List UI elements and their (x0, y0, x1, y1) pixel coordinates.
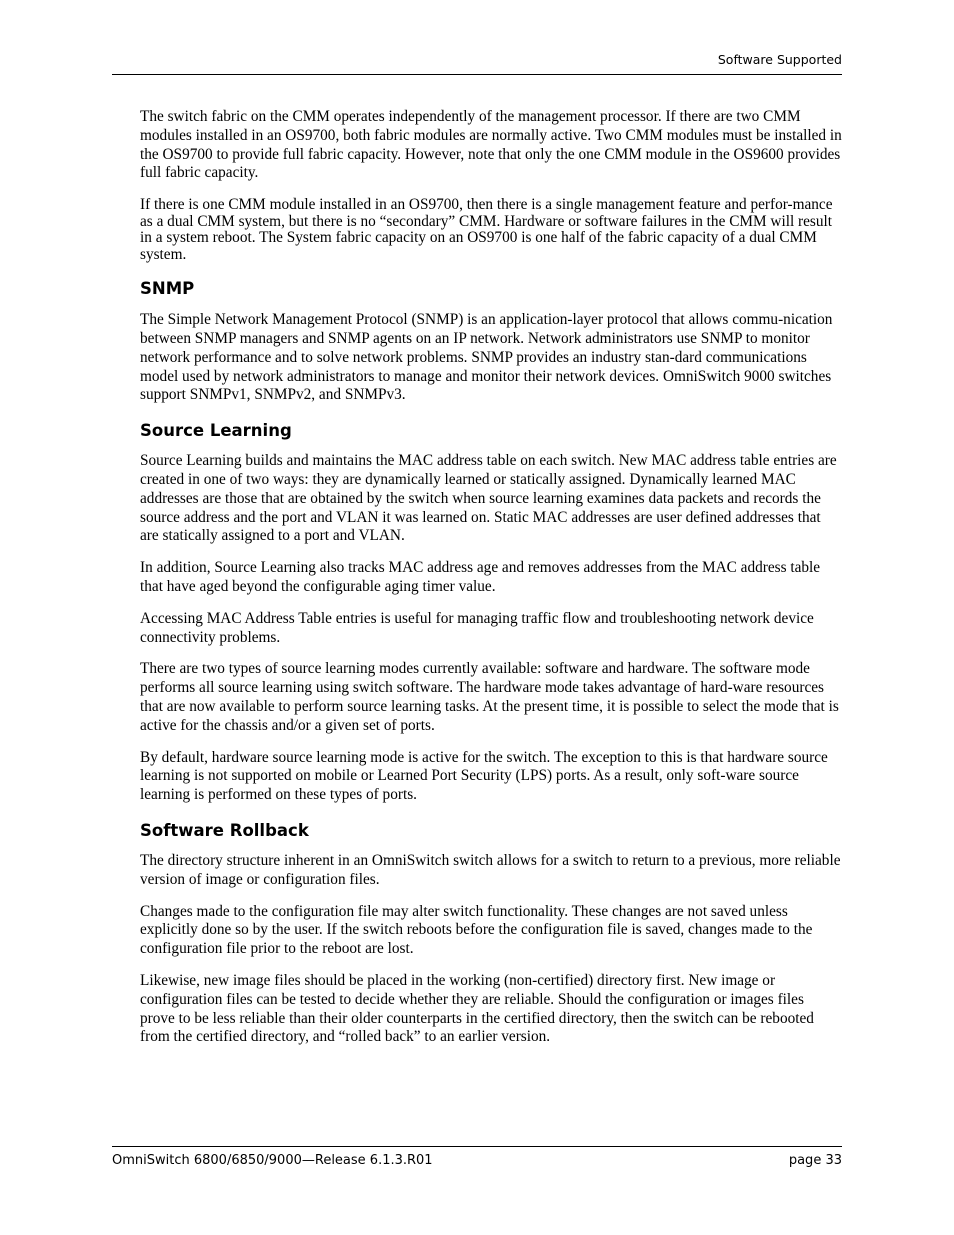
paragraph-source-learning-5: By default, hardware source learning mode is active for the switch. The exception to this is that hardware source learning is not supported on mobile or Learned Port Security (LPS) ports. As a result, only soft-ware source learning is performed on these types of ports. (140, 748, 828, 804)
heading-source-learning: Source Learning (140, 421, 292, 441)
running-footer (112, 1146, 842, 1168)
paragraph-cmm-fabric: The switch fabric on the CMM operates independently of the management processor. If there are two CMM modules installed in an OS9700, both fabric modules are normally active. Two CMM modules must be installed in the OS9700 to provide full fabric capacity. However, note that only the one CMM module in the OS9600 provides full fabric capacity. (140, 108, 842, 182)
paragraph-single-cmm: If there is one CMM module installed in an OS9700, then there is a single management feature and perfor-mance as a dual CMM system, but there is no “secondary” CMM. Hardware or software failures in the CMM will result in a system reboot. The System fabric capacity on an OS9700 is one half of the fabric capacity of a dual CMM system. (140, 196, 833, 263)
paragraph-rollback-1: The directory structure inherent in an OmniSwitch switch allows for a switch to return to a previous, more reliable version of image or configuration files. (140, 851, 841, 888)
paragraph-snmp: The Simple Network Management Protocol (SNMP) is an application-layer protocol that allows commu-nication between SNMP managers and SNMP agents on an IP network. Network administrators use SNMP to monitor network performance and to solve network problems. SNMP provides an industry stan-dard communications model used by network administrators to manage and monitor their network devices. OmniSwitch 9000 switches support SNMPv1, SNMPv2, and SNMPv3. (140, 311, 833, 404)
paragraph-source-learning-2: In addition, Source Learning also tracks MAC address age and removes addresses from the MAC address table that have aged beyond the configurable aging timer value. (140, 559, 821, 595)
footer-page-number: page 33 (788, 1153, 842, 1168)
header-section-title: Software Supported (717, 52, 842, 67)
paragraph-rollback-3: Likewise, new image files should be placed in the working (non-certified) directory first. New image or configuration files can be tested to decide whether they are reliable. Should the configuration or images files prove to be less reliable than their older counterparts in the certified directory, then the switch can be rebooted from the certified directory, and “rolled back” to an earlier version. (140, 971, 814, 1046)
page-body (140, 108, 842, 1047)
paragraph-source-learning-1: Source Learning builds and maintains the MAC address table on each switch. New MAC address table entries are created in one of two ways: they are dynamically learned or statically assigned. Dynamically learned MAC addresses are those that are obtained by the switch when source learning examines data packets and records the source address and the port and VLAN it was learned on. Static MAC addresses are user defined addresses that are statically assigned to a port and VLAN. (140, 452, 837, 545)
paragraph-rollback-2: Changes made to the configuration file may alter switch functionality. These changes are not saved unless explicitly done so by the user. If the switch reboots before the configuration file is saved, changes made to the configuration file prior to the reboot are lost. (140, 902, 813, 958)
paragraph-source-learning-4: There are two types of source learning modes currently available: software and hardware. The software mode performs all source learning using switch software. The hardware mode takes advantage of hard-ware resources that are now available to perform source learning tasks. At the present time, it is possible to select the mode that is active for the chassis and/or a given set of ports. (140, 660, 839, 734)
heading-snmp: SNMP (140, 279, 195, 299)
heading-software-rollback: Software Rollback (140, 820, 309, 840)
running-header (112, 50, 842, 75)
paragraph-source-learning-3: Accessing MAC Address Table entries is useful for managing traffic flow and troubleshooting network device connectivity problems. (140, 609, 814, 646)
footer-product-release: OmniSwitch 6800/6850/9000—Release 6.1.3.R01 (112, 1153, 433, 1168)
